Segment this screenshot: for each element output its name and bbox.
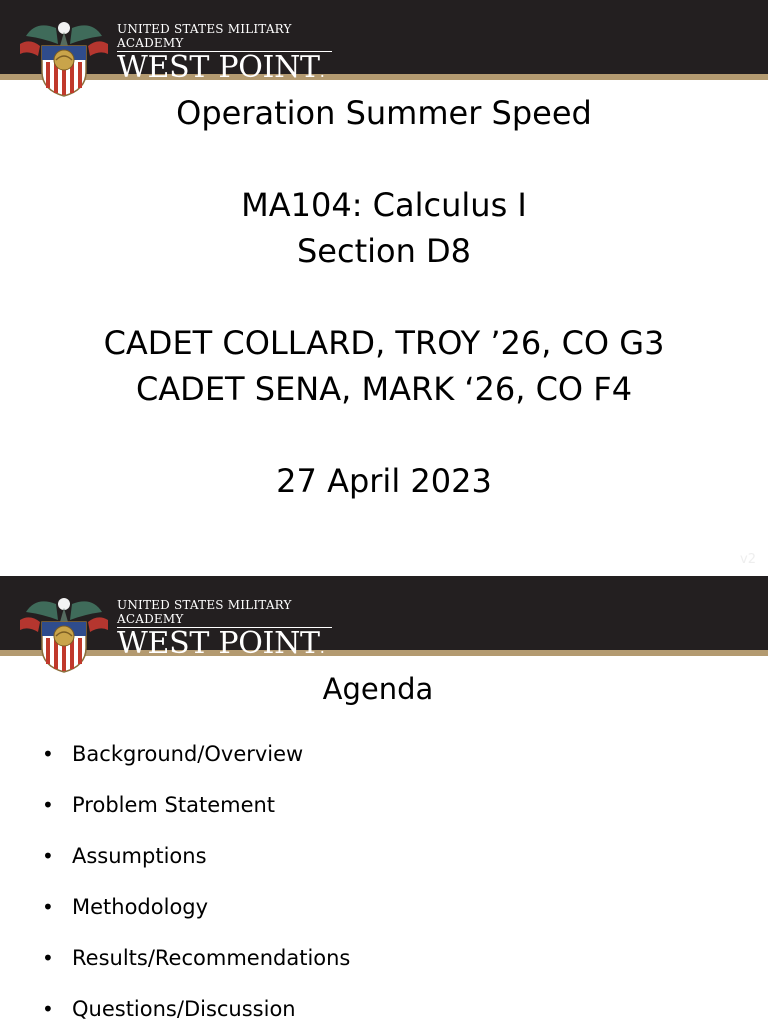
wordmark-dot: . <box>319 638 325 657</box>
agenda-title: Agenda <box>322 672 434 706</box>
bullet: • <box>42 843 54 868</box>
section-name: Section D8 <box>296 232 472 270</box>
author-1: CADET COLLARD, TROY ’26, CO G3 <box>103 324 665 362</box>
list-item-label: Problem Statement <box>72 792 276 817</box>
bullet: • <box>42 741 54 766</box>
wordmark-title-text: WEST POINT <box>117 50 320 85</box>
list-item <box>42 779 350 830</box>
banner-stripe <box>0 74 768 80</box>
west-point-crest-icon <box>16 592 112 674</box>
list-item <box>42 881 350 932</box>
header-banner <box>0 576 768 652</box>
agenda-list <box>42 728 350 1024</box>
list-item-label: Background/Overview <box>72 741 304 766</box>
west-point-wordmark <box>117 22 332 88</box>
list-item <box>42 830 350 881</box>
wordmark-title <box>117 52 332 88</box>
list-item-label: Methodology <box>72 894 209 919</box>
bullet: • <box>42 792 54 817</box>
wordmark-title <box>117 628 332 664</box>
west-point-wordmark <box>117 598 332 664</box>
wordmark-subtitle: UNITED STATES MILITARY ACADEMY <box>117 598 332 628</box>
course-name: MA104: Calculus I <box>241 186 527 224</box>
list-item-label: Questions/Discussion <box>72 996 296 1021</box>
slide-title: Operation Summer Speed <box>176 94 592 132</box>
bullet: • <box>42 894 54 919</box>
list-item-label: Results/Recommendations <box>72 945 351 970</box>
header-banner <box>0 0 768 76</box>
agenda-slide <box>0 576 768 1024</box>
wordmark-subtitle: UNITED STATES MILITARY ACADEMY <box>117 22 332 52</box>
bullet: • <box>42 996 54 1021</box>
west-point-crest-icon <box>16 16 112 98</box>
version-label: v2 <box>740 552 756 567</box>
author-2: CADET SENA, MARK ‘26, CO F4 <box>135 370 633 408</box>
wordmark-title-text: WEST POINT <box>117 626 320 661</box>
list-item-label: Assumptions <box>72 843 207 868</box>
banner-stripe <box>0 650 768 656</box>
bullet: • <box>42 945 54 970</box>
list-item <box>42 932 350 983</box>
list-item <box>42 983 350 1024</box>
presentation-date: 27 April 2023 <box>276 462 492 500</box>
list-item <box>42 728 350 779</box>
wordmark-dot: . <box>319 62 325 81</box>
